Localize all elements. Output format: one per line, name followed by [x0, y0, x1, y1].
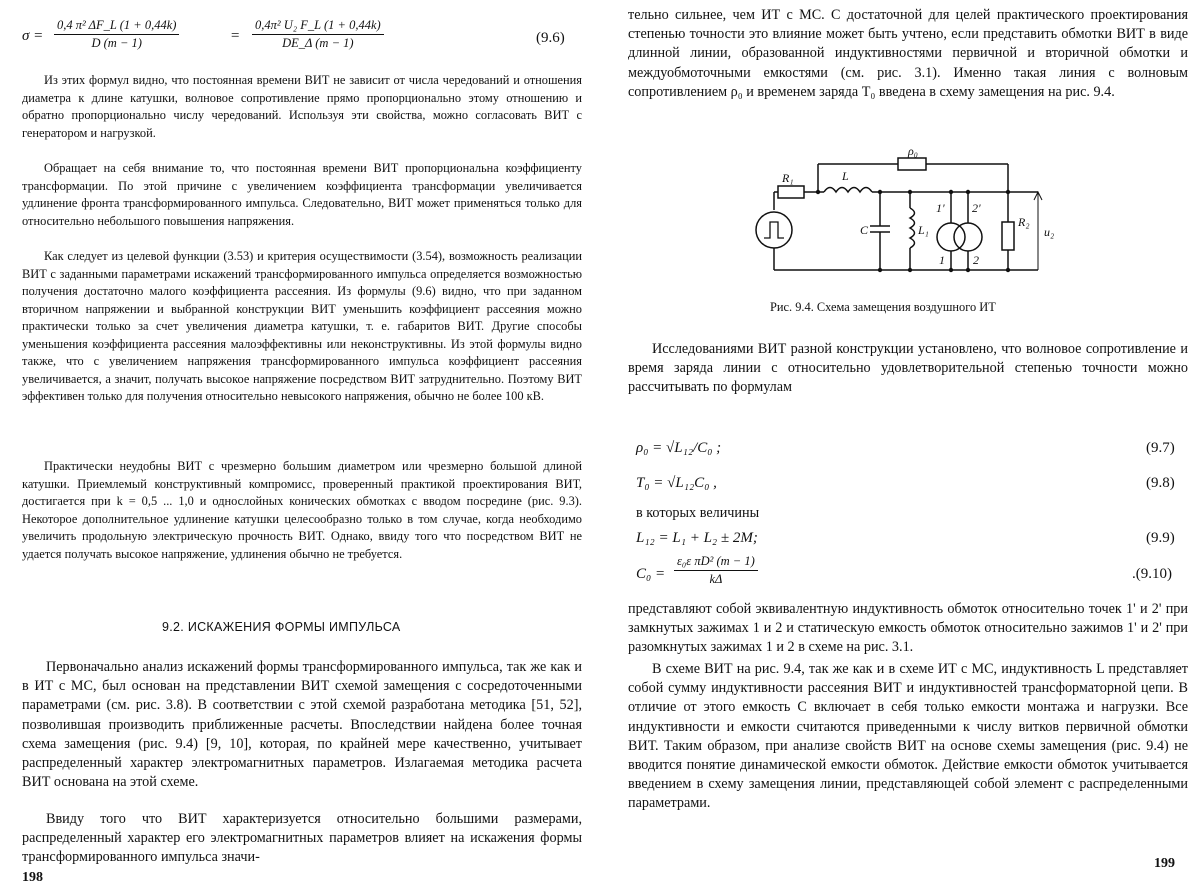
eq-9-6-frac1-den: D (m − 1)	[91, 36, 142, 50]
eq-9-6-frac2	[252, 18, 384, 51]
paragraph: Первоначально анализ искажений формы трансформированного импульса, так же как и в ИТ с МС, был основан на представлении ВИТ схемой замещения с сосредоточенными параметрами (см. рис. 3.8). В соответствии с этой схемой разработана методика [51, 52], позволившая производить приближенные расчеты. Впоследствии найдена более точная схема замещения (рис. 9.4) [9, 10], которая, по крайней мере качественно, учитывает распределенный характер электромагнитных параметров. Излагаемая методика расчета ВИТ основана на этой схеме.	[22, 659, 582, 791]
eq-9-10-number: .(9.10)	[1132, 566, 1172, 582]
eq-9-10-frac	[674, 554, 758, 587]
transformer-coil-1	[937, 223, 965, 251]
eq-9-6-frac1-num: 0,4 π² ΔF_L (1 + 0,44k)	[54, 18, 179, 35]
equation-9-9: L₁₂ = L₁ + L₂ ± 2M;	[636, 530, 758, 546]
eq-9-6-number: (9.6)	[536, 30, 565, 46]
eq-9-6-frac2-den: DE_Δ (m − 1)	[282, 36, 354, 50]
eq-9-10-den: kΔ	[709, 572, 723, 586]
paragraph: Практически неудобны ВИТ с чрезмерно большим диаметром или чрезмерно большой длиной катушки. Приемлемый конструктивный компромисс, проверенный практикой проектирования ВИТ, достигается при k = 0,5 ... 1,0 и однослойных конических обмотках с вводом посредине (рис. 9.3). Некоторое дополнительное удлинение катушки целесообразно только в том случае, когда необходимо увеличить продольную электрическую прочность ВИТ. Однако, ввиду того что посредством ВИТ не удается получать высокое напряжение, удлинения обычно не требуется.	[22, 459, 582, 561]
label-r1: R₁	[782, 171, 794, 185]
label-rho: ρ₀	[908, 144, 918, 158]
equation-9-10	[636, 554, 1176, 594]
paragraph: Из этих формул видно, что постоянная времени ВИТ не зависит от числа чередований и отношения диаметра к длине катушки, волновое сопротивление прямо пропорционально этому отношению и обратно пропорционально числу чередований. Используя эти свойства, можно согласовать ВИТ с генератором и нагрузкой.	[22, 73, 582, 140]
label-1-prime: 1'	[936, 201, 945, 215]
resistor-r2	[1002, 222, 1014, 250]
equation-9-8: T₀ = √L₁₂C₀ ,	[636, 475, 717, 491]
equation-9-7: ρ₀ = √L₁₂/C₀ ;	[636, 440, 722, 456]
label-l1: L₁	[918, 223, 929, 237]
paragraph: представляют собой эквивалентную индуктивность обмоток относительно точек 1' и 2' при замкнутых зажимах 1 и 2 и статическую емкость обмоток относительно зажимов 1' и 2' при разомкнутых зажимах 1 и 2 в схеме на рис. 3.1.	[628, 601, 1188, 656]
page-number: 198	[22, 870, 43, 885]
transformer-coil-2	[954, 223, 982, 251]
label-l: L	[842, 169, 849, 183]
equation-9-6	[22, 14, 582, 62]
figure-caption: Рис. 9.4. Схема замещения воздушного ИТ	[770, 300, 996, 314]
label-u2: u₂	[1044, 225, 1055, 239]
paragraph: Обращает на себя внимание то, что постоянная времени ВИТ пропорциональна коэффициенту трансформации. По этой причине с увеличением коэффициента трансформации увеличивается удлинение фронта трансформированного импульса. Следовательно, ВИТ может применяться только для относительно небольшого повышения напряжения.	[22, 161, 582, 228]
between-text: в которых величины	[636, 505, 760, 521]
eq-9-6-lhs: σ =	[22, 28, 44, 44]
eq-9-10-num: ε₀ε πD² (m − 1)	[674, 554, 758, 571]
paragraph: Как следует из целевой функции (3.53) и критерия осуществимости (3.54), возможность реализации ВИТ с заданными параметрами искажений трансформированного импульса определяется возможностью получения достаточно малого коэффициента рассеяния. Из формулы (9.6) видно, что при заданном вторичном напряжении и выбранной конструкции ВИТ уменьшить коэффициент рассеяния можно практически только за счет увеличения диаметра катушки, т. е. габаритов ВИТ. Другие способы уменьшения коэффициента рассеяния малоэффективны или неконструктивны. Из этой формулы видно также, что с увеличением напряжения трансформированного импульса коэффициент рассеяния увеличивается, а значит, получать высокое напряжение посредством ВИТ затруднительно. Поэтому ВИТ эффективен только для получения относительно невысокого напряжения, обычно не более 100 кВ.	[22, 249, 582, 403]
label-2: 2	[973, 253, 979, 267]
eq-9-6-equals: =	[230, 28, 241, 44]
paragraph: Исследованиями ВИТ разной конструкции установлено, что волновое сопротивление и время заряда линии с относительно удовлетворительной степенью точности можно рассчитывать по формулам	[628, 341, 1188, 396]
eq-9-7-number: (9.7)	[1146, 440, 1175, 456]
resistor-r1	[778, 186, 804, 198]
eq-9-6-frac2-num: 0,4π² U₂ F_L (1 + 0,44k)	[252, 18, 384, 35]
inductor-l	[824, 188, 872, 193]
pulse-source	[756, 212, 792, 248]
inductor-l1	[910, 208, 915, 248]
eq-9-10-lhs: C₀ =	[636, 566, 666, 582]
label-2-prime: 2'	[972, 201, 981, 215]
resistor-rho	[898, 158, 926, 170]
eq-9-9-number: (9.9)	[1146, 530, 1175, 546]
paragraph: Ввиду того что ВИТ характеризуется относительно большими размерами, распределенный характер его электромагнитных параметров влияет на искажения формы трансформированного импульса значи-	[22, 811, 582, 866]
label-r2: R₂	[1018, 215, 1030, 229]
paragraph: В схеме ВИТ на рис. 9.4, так же как и в схеме ИТ с МС, индуктивность L представляет собой сумму индуктивности рассеяния ВИТ и индуктивностей трансформаторной цепи. В отличие от этого емкость C включает в себя только емкости монтажа и нагрузки. Все индуктивности и емкости считаются приведенными к числу витков первичной обмотки ВИТ. Таким образом, при анализе свойств ВИТ на основе схемы замещения (рис. 9.4) не вводится понятие динамической емкости обмоток. Действие емкости обмоток учитывается введением в схему замещения линии, представляющей собой элемент с распределенными параметрами.	[628, 661, 1188, 812]
eq-9-8-number: (9.8)	[1146, 475, 1175, 491]
paragraph: тельно сильнее, чем ИТ с МС. С достаточной для целей практического проектирования степенью точности это влияние может быть учтено, если представить обмотки ВИТ в виде длинной линии, образованной индуктивностями первичной и вторичной обмотки и междуобмоточными емкостями (см. рис. 3.1). Именно такая линия с волновым сопротивлением ρ₀ и временем заряда T₀ введена в схему замещения на рис. 9.4.	[628, 7, 1188, 100]
circuit-diagram-fig-9-4	[738, 142, 1078, 292]
label-1: 1	[939, 253, 945, 267]
eq-9-6-frac1	[54, 18, 179, 51]
label-c: C	[860, 223, 869, 237]
section-heading: 9.2. ИСКАЖЕНИЯ ФОРМЫ ИМПУЛЬСА	[162, 620, 401, 634]
page-number: 199	[1154, 856, 1175, 871]
